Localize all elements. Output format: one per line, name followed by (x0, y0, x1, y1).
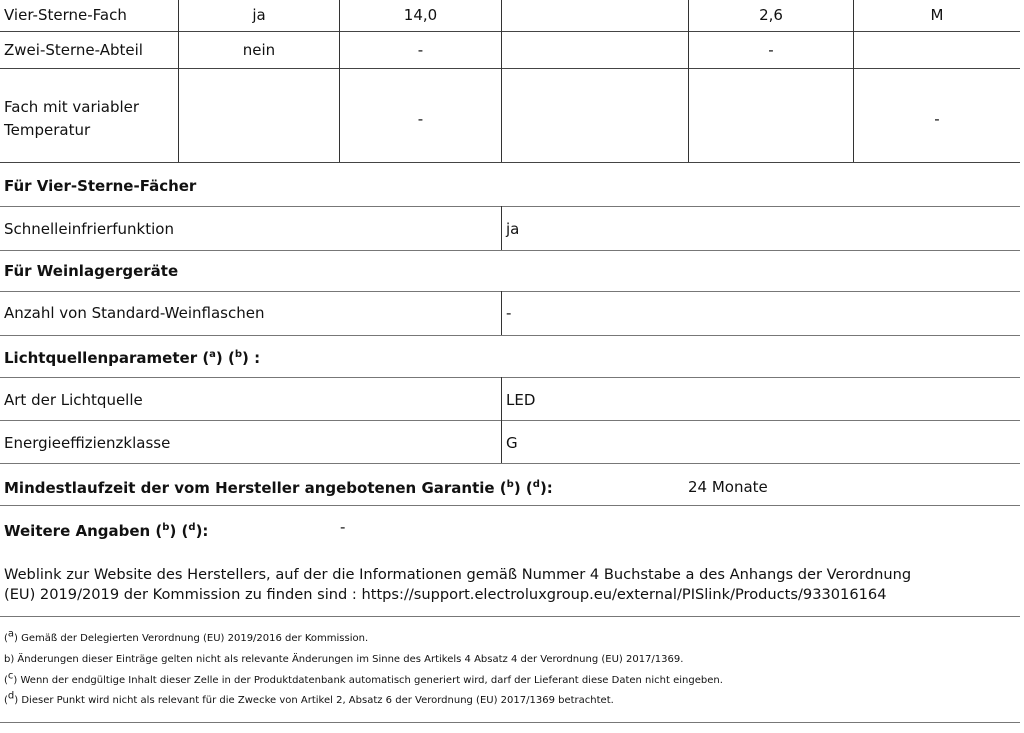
footnote-mark: c (7, 670, 14, 682)
divider (0, 420, 1020, 421)
compartment-cell: 2,6 (759, 6, 783, 24)
footnote-text: Dieser Punkt wird nicht als relevant für die Zwecke von Artikel 2, Absatz 6 der Verordnung (EU) 2017/1369 betrachtet. (21, 695, 614, 706)
divider (0, 250, 1020, 251)
divider (0, 377, 1020, 378)
footnote-ref: d (188, 522, 196, 533)
further-info-label: Weitere Angaben ($^b$) ($^d$): (4, 522, 209, 540)
warranty-label-text: Mindestlaufzeit der vom Hersteller angebotenen Garantie (4, 479, 495, 497)
field-value: ja (506, 220, 520, 238)
footnote-mark: a (7, 628, 15, 640)
grid-line (0, 68, 1020, 69)
section-heading: Lichtquellenparameter ($^a$) ($^b$) : (4, 349, 261, 367)
further-info-suffix: : (202, 522, 209, 540)
compartment-cell: - (934, 110, 940, 128)
footnote-ref: b (234, 349, 243, 360)
divider (0, 291, 1020, 292)
grid-line (178, 0, 179, 162)
further-info-value: - (340, 518, 346, 536)
footnote-text: Wenn der endgültige Inhalt dieser Zelle in der Produktdatenbank automatisch generiert wird, darf der Lieferant diese Daten nicht eingeben. (20, 675, 723, 686)
footnote-ref: a (209, 349, 216, 360)
section-heading-text: Lichtquellenparameter (4, 349, 198, 367)
grid-line (688, 0, 689, 162)
grid-line (0, 162, 1020, 163)
compartment-cell: M (930, 6, 944, 24)
field-label: Schnelleinfrierfunktion (4, 220, 174, 238)
compartment-cell: ja (252, 6, 266, 24)
compartment-cell: - (768, 41, 774, 59)
field-value: - (506, 304, 512, 322)
grid-line (501, 377, 502, 463)
weblink-text: Weblink zur Website des Herstellers, auf der die Informationen gemäß Nummer 4 Buchstabe a des Anhangs der Verordnung (4, 566, 912, 583)
footnote-text: Gemäß der Delegierten Verordnung (EU) 2019/2016 der Kommission. (21, 633, 369, 644)
compartment-cell: nein (242, 41, 276, 59)
grid-line (339, 0, 340, 162)
footnote: (d) Dieser Punkt wird nicht als relevant für die Zwecke von Artikel 2, Absatz 6 der Verordnung (EU) 2017/1369 betrachtet. (4, 690, 614, 706)
divider (0, 463, 1020, 464)
footnote (4, 653, 683, 666)
warranty-suffix: : (546, 479, 553, 497)
field-value: G (506, 434, 518, 452)
section-heading: Für Vier-Sterne-Fächer (4, 177, 197, 195)
heading-suffix: : (254, 349, 261, 367)
compartment-cell: 14,0 (403, 6, 438, 24)
compartment-name: Zwei-Sterne-Abteil (4, 41, 143, 59)
footnote-mark: d (7, 690, 15, 702)
field-label: Anzahl von Standard-Weinflaschen (4, 304, 265, 322)
field-value: LED (506, 391, 536, 409)
compartment-name: Temperatur (4, 121, 91, 139)
section-heading: Für Weinlagergeräte (4, 262, 179, 280)
compartment-cell: - (417, 110, 424, 128)
footnote-ref: b (506, 479, 514, 490)
divider (0, 505, 1020, 506)
field-label: Art der Lichtquelle (4, 391, 143, 409)
compartment-cell: - (417, 41, 424, 59)
field-label: Energieeffizienzklasse (4, 434, 171, 452)
grid-line (501, 291, 502, 335)
compartment-name: Vier-Sterne-Fach (4, 6, 127, 24)
further-info-label-text: Weitere Angaben (4, 522, 151, 540)
footnote-ref: d (532, 479, 540, 490)
warranty-value: 24 Monate (688, 478, 768, 496)
grid-line (501, 206, 502, 250)
divider (0, 722, 1020, 723)
footnote-ref: b (162, 522, 170, 533)
weblink-text: (EU) 2019/2019 der Kommission zu finden sind : https://support.electroluxgroup.eu/external/PISlink/Products/933016164 (4, 586, 887, 603)
footnote: (a) Gemäß der Delegierten Verordnung (EU) 2019/2016 der Kommission. (4, 628, 369, 644)
grid-line (853, 0, 854, 162)
grid-line (0, 31, 1020, 32)
footnote: (c) Wenn der endgültige Inhalt dieser Zelle in der Produktdatenbank automatisch generiert wird, darf der Lieferant diese Daten nicht eingeben. (4, 670, 723, 686)
footnote-text: b) Änderungen dieser Einträge gelten nicht als relevante Änderungen im Sinne des Artikels 4 Absatz 4 der Verordnung (EU) 2017/1369. (4, 654, 684, 665)
compartment-name: Fach mit variabler (4, 98, 140, 116)
divider (0, 335, 1020, 336)
divider (0, 206, 1020, 207)
divider (0, 616, 1020, 617)
grid-line (501, 0, 502, 162)
warranty-label: Mindestlaufzeit der vom Hersteller angebotenen Garantie ($^b$) ($^d$): (4, 479, 553, 497)
